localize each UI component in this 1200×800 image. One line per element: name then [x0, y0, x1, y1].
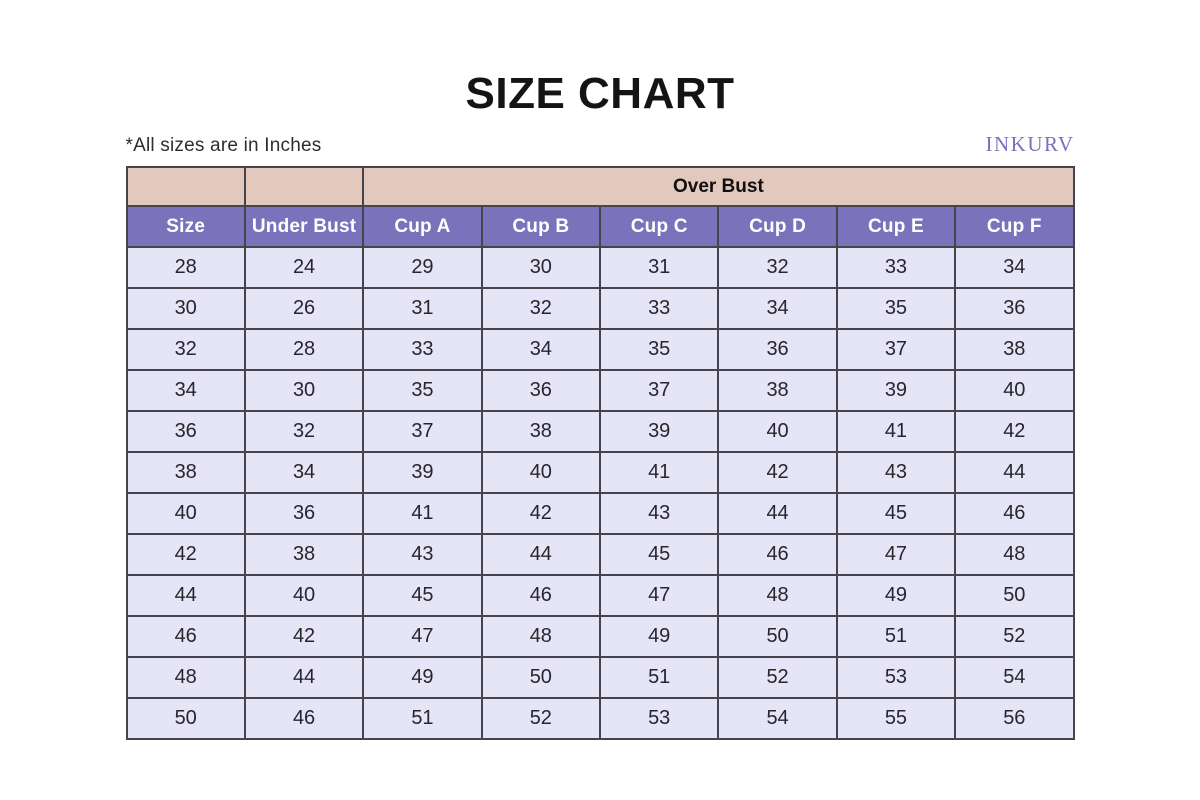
- table-cell: 34: [955, 247, 1073, 288]
- table-cell: 36: [718, 329, 836, 370]
- table-cell: 32: [127, 329, 245, 370]
- table-cell: 30: [245, 370, 363, 411]
- column-header-cup-e: Cup E: [837, 206, 955, 247]
- table-cell: 46: [955, 493, 1073, 534]
- table-cell: 36: [482, 370, 600, 411]
- table-cell: 53: [600, 698, 718, 739]
- table-cell: 40: [245, 575, 363, 616]
- table-cell: 44: [955, 452, 1073, 493]
- table-cell: 39: [837, 370, 955, 411]
- table-cell: 31: [363, 288, 481, 329]
- table-cell: 44: [245, 657, 363, 698]
- column-header-size: Size: [127, 206, 245, 247]
- column-header-under-bust: Under Bust: [245, 206, 363, 247]
- column-header-row: [127, 206, 1074, 247]
- table-cell: 33: [363, 329, 481, 370]
- table-row: [127, 370, 1074, 411]
- table-cell: 34: [245, 452, 363, 493]
- table-cell: 35: [363, 370, 481, 411]
- table-cell: 54: [718, 698, 836, 739]
- table-row: [127, 411, 1074, 452]
- table-cell: 50: [955, 575, 1073, 616]
- table-cell: 41: [837, 411, 955, 452]
- table-header: [127, 167, 1074, 247]
- table-row: [127, 247, 1074, 288]
- page-title: SIZE CHART: [465, 69, 735, 118]
- table-cell: 42: [482, 493, 600, 534]
- column-header-cup-d: Cup D: [718, 206, 836, 247]
- table-cell: 34: [127, 370, 245, 411]
- table-cell: 49: [837, 575, 955, 616]
- table-cell: 52: [482, 698, 600, 739]
- table-cell: 39: [363, 452, 481, 493]
- table-cell: 37: [837, 329, 955, 370]
- table-cell: 43: [600, 493, 718, 534]
- table-cell: 38: [718, 370, 836, 411]
- table-cell: 43: [837, 452, 955, 493]
- empty-header-cell: [245, 167, 363, 206]
- table-cell: 48: [955, 534, 1073, 575]
- table-cell: 33: [837, 247, 955, 288]
- table-cell: 41: [600, 452, 718, 493]
- group-header-row: [127, 167, 1074, 206]
- table-cell: 44: [482, 534, 600, 575]
- table-row: [127, 452, 1074, 493]
- table-cell: 38: [955, 329, 1073, 370]
- table-cell: 47: [363, 616, 481, 657]
- table-cell: 51: [837, 616, 955, 657]
- table-cell: 56: [955, 698, 1073, 739]
- table-cell: 42: [127, 534, 245, 575]
- table-cell: 40: [955, 370, 1073, 411]
- subheader-row: [126, 132, 1075, 157]
- table-cell: 48: [482, 616, 600, 657]
- table-cell: 44: [127, 575, 245, 616]
- table-cell: 37: [600, 370, 718, 411]
- empty-header-cell: [127, 167, 245, 206]
- table-cell: 46: [245, 698, 363, 739]
- table-row: [127, 493, 1074, 534]
- table-cell: 34: [718, 288, 836, 329]
- table-cell: 48: [127, 657, 245, 698]
- table-row: [127, 329, 1074, 370]
- table-cell: 48: [718, 575, 836, 616]
- table-cell: 51: [600, 657, 718, 698]
- table-cell: 46: [718, 534, 836, 575]
- table-cell: 53: [837, 657, 955, 698]
- table-row: [127, 657, 1074, 698]
- table-cell: 38: [127, 452, 245, 493]
- table-cell: 42: [245, 616, 363, 657]
- table-row: [127, 534, 1074, 575]
- table-cell: 38: [245, 534, 363, 575]
- table-cell: 42: [955, 411, 1073, 452]
- table-cell: 52: [955, 616, 1073, 657]
- table-cell: 46: [127, 616, 245, 657]
- table-cell: 37: [363, 411, 481, 452]
- table-cell: 41: [363, 493, 481, 534]
- table-cell: 28: [127, 247, 245, 288]
- table-cell: 24: [245, 247, 363, 288]
- table-cell: 40: [482, 452, 600, 493]
- table-cell: 34: [482, 329, 600, 370]
- table-row: [127, 616, 1074, 657]
- table-cell: 54: [955, 657, 1073, 698]
- column-header-cup-b: Cup B: [482, 206, 600, 247]
- table-cell: 45: [837, 493, 955, 534]
- table-body: [127, 247, 1074, 739]
- table-cell: 47: [837, 534, 955, 575]
- table-cell: 30: [482, 247, 600, 288]
- table-cell: 36: [245, 493, 363, 534]
- table-cell: 32: [482, 288, 600, 329]
- brand-logo: INKURV: [985, 132, 1075, 156]
- table-cell: 32: [718, 247, 836, 288]
- table-cell: 40: [127, 493, 245, 534]
- table-cell: 39: [600, 411, 718, 452]
- table-cell: 55: [837, 698, 955, 739]
- table-cell: 45: [363, 575, 481, 616]
- over-bust-group-header: Over Bust: [363, 167, 1073, 206]
- table-cell: 50: [127, 698, 245, 739]
- table-cell: 31: [600, 247, 718, 288]
- table-cell: 29: [363, 247, 481, 288]
- table-row: [127, 575, 1074, 616]
- table-cell: 35: [837, 288, 955, 329]
- table-cell: 47: [600, 575, 718, 616]
- table-cell: 35: [600, 329, 718, 370]
- table-cell: 36: [127, 411, 245, 452]
- table-cell: 28: [245, 329, 363, 370]
- table-cell: 49: [363, 657, 481, 698]
- size-chart-table: [126, 166, 1075, 740]
- table-cell: 38: [482, 411, 600, 452]
- table-cell: 52: [718, 657, 836, 698]
- table-cell: 49: [600, 616, 718, 657]
- column-header-cup-f: Cup F: [955, 206, 1073, 247]
- table-row: [127, 288, 1074, 329]
- table-cell: 43: [363, 534, 481, 575]
- table-cell: 50: [718, 616, 836, 657]
- table-cell: 36: [955, 288, 1073, 329]
- table-cell: 33: [600, 288, 718, 329]
- table-cell: 45: [600, 534, 718, 575]
- table-cell: 46: [482, 575, 600, 616]
- table-cell: 42: [718, 452, 836, 493]
- column-header-cup-c: Cup C: [600, 206, 718, 247]
- table-cell: 51: [363, 698, 481, 739]
- table-cell: 26: [245, 288, 363, 329]
- table-cell: 44: [718, 493, 836, 534]
- table-row: [127, 698, 1074, 739]
- table-cell: 40: [718, 411, 836, 452]
- table-cell: 50: [482, 657, 600, 698]
- table-cell: 30: [127, 288, 245, 329]
- column-header-cup-a: Cup A: [363, 206, 481, 247]
- table-cell: 32: [245, 411, 363, 452]
- units-note: *All sizes are in Inches: [125, 135, 322, 156]
